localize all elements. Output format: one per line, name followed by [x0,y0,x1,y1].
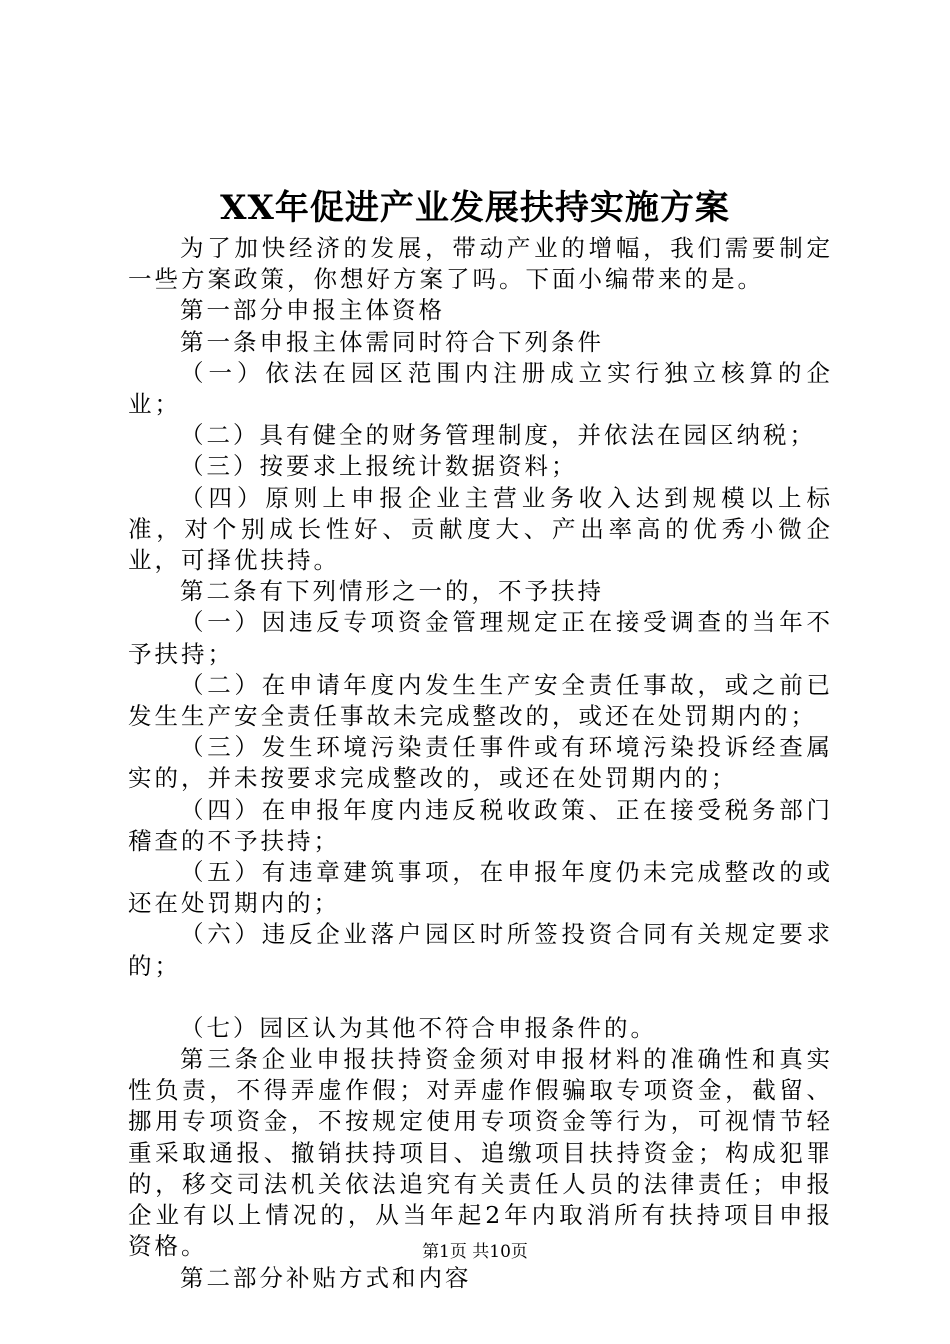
list-item: （一）依法在园区范围内注册成立实行独立核算的企业； [128,358,833,419]
paragraph-intro: 为了加快经济的发展，带动产业的增幅，我们需要制定一些方案政策，你想好方案了吗。下面小编带来的是。 [128,234,833,294]
list-item: （五）有违章建筑事项，在申报年度仍未完成整改的或还在处罚期内的； [128,858,833,918]
list-item: （三）按要求上报统计数据资料； [180,452,578,481]
list-item: （四）原则上申报企业主营业务收入达到规模以上标准，对个别成长性好、贡献度大、产出率高的优秀小微企业，可择优扶持。 [128,483,833,575]
list-item: （四）在申报年度内违反税收政策、正在接受税务部门稽查的不予扶持； [128,795,833,855]
article-three-paragraph: 第三条企业申报扶持资金须对申报材料的准确性和真实性负责，不得弄虚作假；对弄虚作假骗取专项资金，截留、挪用专项资金，不按规定使用专项资金等行为，可视情节轻重采取通报、撤销扶持项目、追缴项目扶持资金；构成犯罪的，移交司法机关依法追究有关责任人员的法律责任；申报企业有以上情况的，从当年起2年内取消所有扶持项目申报资格。 [128,1045,833,1261]
paragraph-gap [128,982,833,1013]
list-item: （二）在申请年度内发生生产安全责任事故，或之前已发生生产安全责任事故未完成整改的，或还在处罚期内的； [128,670,833,731]
document-title: XX年促进产业发展扶持实施方案 [220,188,730,228]
article-one-heading: 第一条申报主体需同时符合下列条件 [180,327,604,356]
list-item: （二）具有健全的财务管理制度，并依法在园区纳税； [180,421,816,450]
section-heading-part-two: 第二部分补贴方式和内容 [180,1263,472,1292]
list-item: （三）发生环境污染责任事件或有环境污染投诉经查属实的，并未按要求完成整改的，或还在处罚期内的； [128,733,833,793]
document-body [128,233,833,1294]
list-item: （七）园区认为其他不符合申报条件的。 [180,1013,657,1042]
list-item: （一）因违反专项资金管理规定正在接受调查的当年不予扶持； [128,608,833,668]
list-item: （六）违反企业落户园区时所签投资合同有关规定要求的； [128,920,833,980]
article-two-heading: 第二条有下列情形之一的，不予扶持 [180,577,604,606]
page-number: 第1页 共10页 [422,1242,528,1262]
section-heading-part-one: 第一部分申报主体资格 [180,296,445,325]
